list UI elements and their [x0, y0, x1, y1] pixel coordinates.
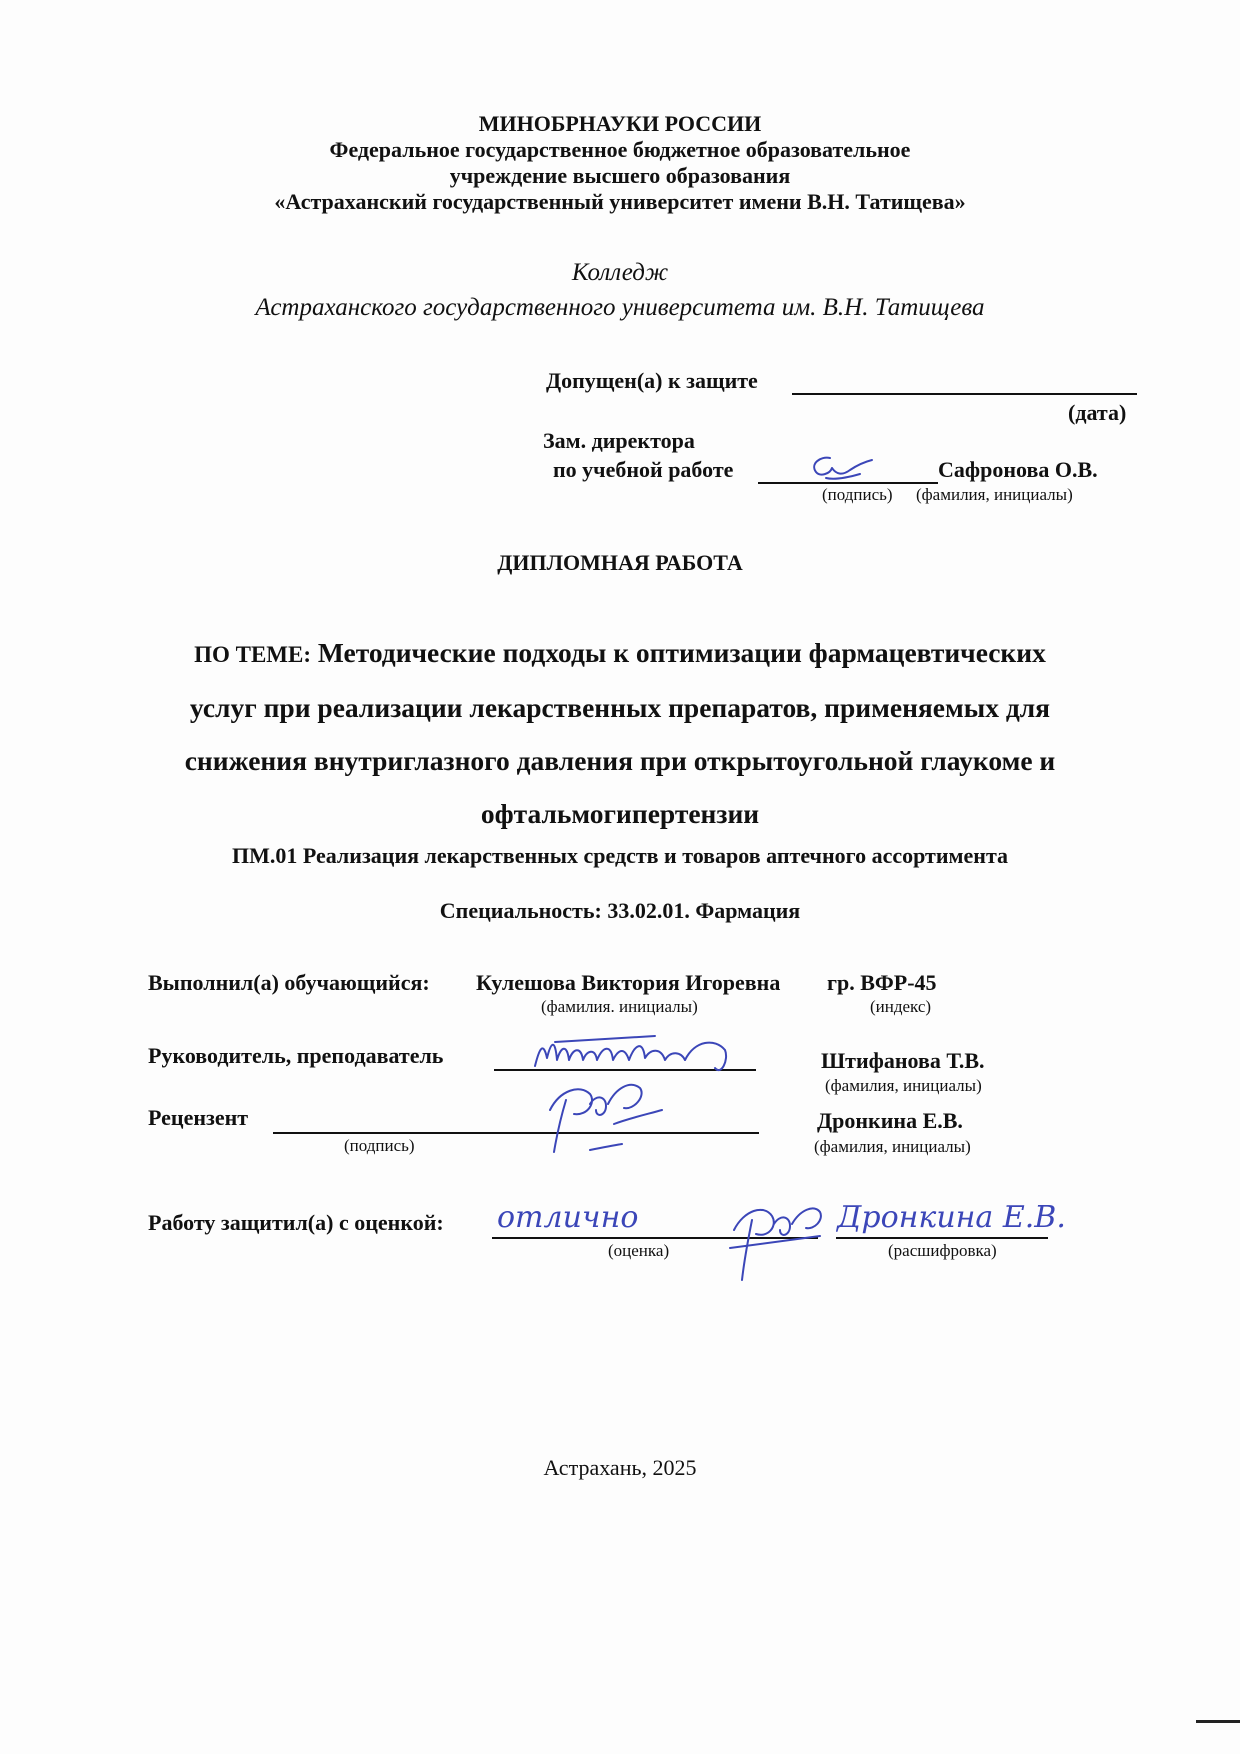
student-group: гр. ВФР-45 [827, 970, 937, 995]
topic-line-4: офтальмогипертензии [480, 798, 760, 829]
deputy-name-caption: (фамилия, инициалы) [916, 485, 1073, 504]
college-university: Астраханского государственного университета им. В.Н. Татищева [255, 294, 985, 321]
specialty-line: Специальность: 33.02.01. Фармация [439, 898, 801, 923]
reviewer-signature-caption: (подпись) [344, 1136, 415, 1155]
module-line: ПМ.01 Реализация лекарственных средств и товаров аптечного ассортимента [231, 843, 1009, 868]
student-name-caption: (фамилия. инициалы) [541, 997, 698, 1016]
supervisor-label: Руководитель, преподаватель [148, 1043, 444, 1068]
document-type: ДИПЛОМНАЯ РАБОТА [497, 550, 743, 575]
reviewer-name-caption: (фамилия, инициалы) [814, 1137, 971, 1156]
deputy-title: Зам. директора [543, 428, 695, 453]
decoding-line [836, 1237, 1048, 1239]
institution-type-line: Федеральное государственное бюджетное образовательное [329, 137, 911, 162]
university-name-line: «Астраханский государственный университет имени В.Н. Татищева» [274, 189, 966, 214]
admitted-date-line [792, 393, 1137, 395]
supervisor-name-caption: (фамилия, инициалы) [825, 1076, 982, 1095]
reviewer-signature-line [273, 1132, 759, 1134]
supervisor-name: Штифанова Т.В. [821, 1048, 985, 1073]
college-title: Колледж [571, 259, 669, 286]
student-label: Выполнил(а) обучающийся: [148, 970, 430, 995]
defense-signature-icon [720, 1190, 830, 1290]
reviewer-signature-icon [530, 1070, 670, 1160]
admitted-label: Допущен(а) к защите [546, 368, 758, 393]
grade-handwritten: отлично [497, 1200, 639, 1235]
deputy-role: по учебной работе [553, 457, 734, 482]
decoding-caption: (расшифровка) [888, 1241, 997, 1260]
decoding-handwritten: Дронкина Е.В. [837, 1200, 1066, 1235]
student-name: Кулешова Виктория Игоревна [476, 970, 781, 995]
topic-line-3: снижения внутриглазного давления при открытоугольной глаукоме и [184, 745, 1056, 776]
topic-line-2: услуг при реализации лекарственных препаратов, применяемых для [189, 692, 1051, 723]
grade-caption: (оценка) [608, 1241, 670, 1260]
defense-label: Работу защитил(а) с оценкой: [148, 1210, 444, 1235]
ministry-line: МИНОБРНАУКИ РОССИИ [478, 111, 762, 136]
topic-line-1: Методические подходы к оптимизации фармацевтических [317, 637, 1046, 668]
institution-level-line: учреждение высшего образования [449, 163, 791, 188]
college-block [0, 255, 1240, 325]
ministry-header [0, 111, 1240, 215]
city-year: Астрахань, 2025 [543, 1455, 697, 1480]
scan-edge-mark [1196, 1720, 1240, 1723]
deputy-name: Сафронова О.В. [938, 457, 1098, 482]
topic-block [0, 626, 1240, 840]
reviewer-label: Рецензент [148, 1105, 249, 1130]
topic-prefix: ПО ТЕМЕ: [194, 642, 312, 667]
reviewer-name: Дронкина Е.В. [817, 1108, 963, 1133]
deputy-signature-caption: (подпись) [822, 485, 893, 504]
date-caption: (дата) [1068, 400, 1127, 425]
student-index-caption: (индекс) [870, 997, 932, 1016]
deputy-signature-icon [790, 450, 880, 490]
